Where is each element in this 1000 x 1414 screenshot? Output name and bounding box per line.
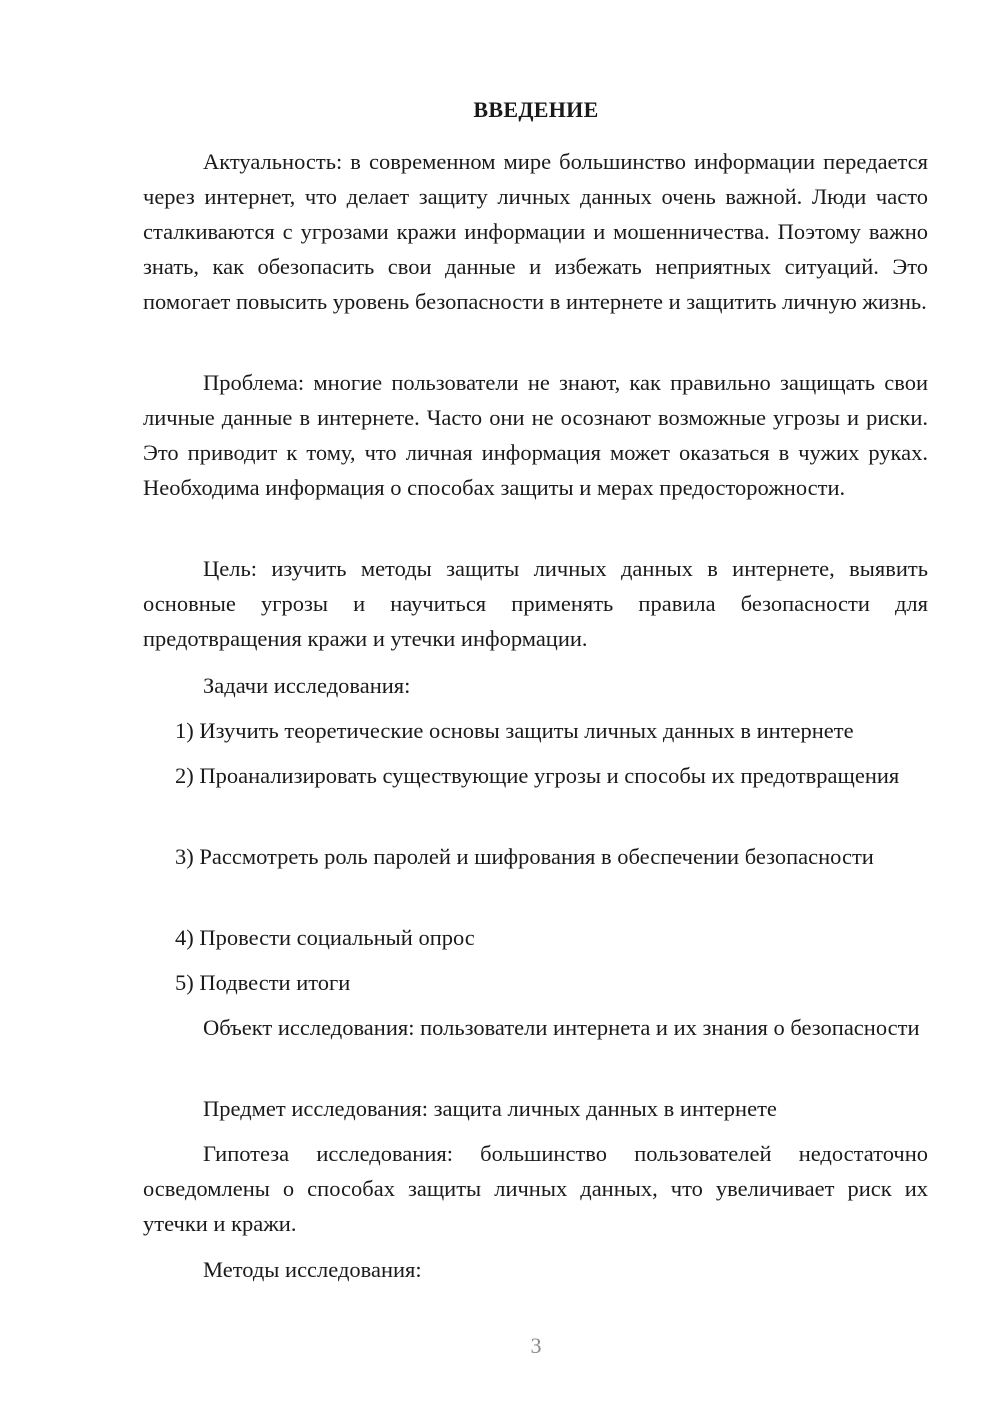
paragraph-subject: Предмет исследования: защита личных данных в интернете	[203, 1096, 777, 1121]
paragraph-hypothesis: Гипотеза исследования: большинство пользователей недостаточно осведомлены о способах защиты личных данных, что увеличивает риск их утечки и кражи.	[143, 1141, 928, 1236]
task-item-3: 3) Рассмотреть роль паролей и шифрования в обеспечении безопасности	[175, 844, 874, 869]
paragraph-problem: Проблема: многие пользователи не знают, как правильно защищать свои личные данные в интернете. Часто они не осознают возможные угрозы и риски. Это приводит к тому, что личная информация может оказаться в чужих руках. Необходима информация о способах защиты и мерах предосторожности.	[143, 370, 928, 500]
task-item-2: 2) Проанализировать существующие угрозы и способы их предотвращения	[175, 763, 900, 788]
task-item-5: 5) Подвести итоги	[175, 970, 351, 995]
paragraph-object: Объект исследования: пользователи интернета и их знания о безопасности	[203, 1015, 920, 1040]
page-title: ВВЕДЕНИЕ	[473, 97, 599, 122]
paragraph-goal: Цель: изучить методы защиты личных данных в интернете, выявить основные угрозы и научиться применять правила безопасности для предотвращения кражи и утечки информации.	[143, 556, 928, 651]
task-item-1: 1) Изучить теоретические основы защиты личных данных в интернете	[175, 718, 854, 743]
task-item-4: 4) Провести социальный опрос	[175, 925, 475, 950]
paragraph-methods: Методы исследования:	[203, 1257, 422, 1282]
paragraph-relevance: Актуальность: в современном мире большинство информации передается через интернет, что делает защиту личных данных очень важной. Люди часто сталкиваются с угрозами кражи информации и мошенничества. Поэтому важно знать, как обезопасить свои данные и избежать неприятных ситуаций. Это помогает повысить уровень безопасности в интернете и защитить личную жизнь.	[143, 149, 928, 314]
page-number: 3	[530, 1333, 542, 1358]
paragraph-tasks-heading: Задачи исследования:	[203, 673, 411, 698]
